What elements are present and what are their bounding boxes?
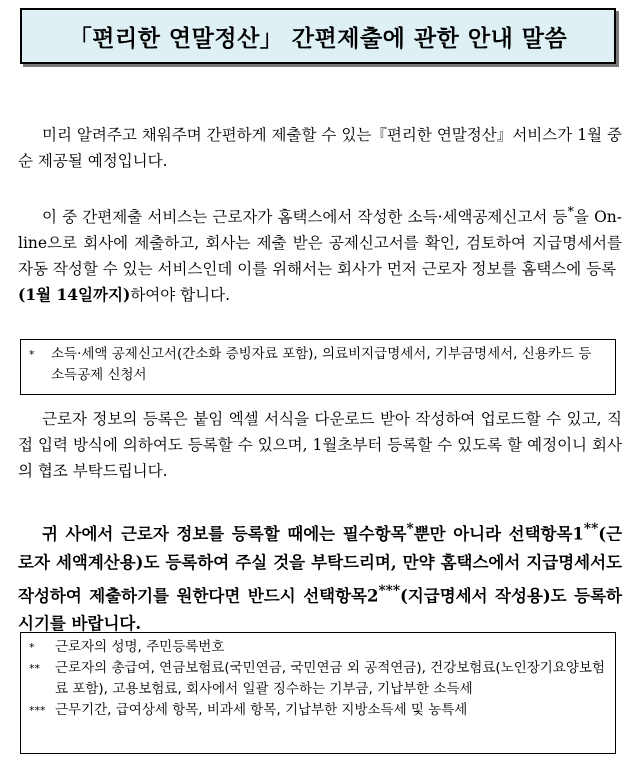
paragraph-text: 이 중 간편제출 서비스는 근로자가 홈택스에서 작성한 소득·세액공제신고서 등 — [42, 208, 568, 227]
paragraph-simple-submission — [18, 200, 622, 308]
footnote-marker: * — [567, 205, 574, 220]
paragraph-text: 하여야 합니다. — [130, 286, 231, 305]
title-box — [20, 8, 616, 64]
footnote-mark: ** — [29, 662, 40, 675]
footnote-box-documents — [20, 339, 616, 395]
footnote-marker: *** — [378, 582, 401, 599]
paragraph-intro: 미리 알려주고 채워주며 간편하게 제출할 수 있는『편리한 연말정산』서비스가 1월 중순 제공될 예정입니다. — [18, 126, 622, 170]
paragraph-text: 뿐만 아니라 선택항목1 — [413, 524, 584, 544]
footnote-mark: * — [29, 641, 35, 654]
paragraph-text: (근로자 세액계산용)도 등록하여 주실 것을 부탁드리며, 만약 홈택스에서 지급명세서도 작성하여 제출하기를 원한다면 반드시 선택항목2 — [18, 524, 623, 605]
footnote-line — [29, 344, 607, 386]
paragraph-text: 귀 사에서 근로자 정보를 등록할 때에는 필수항목 — [42, 524, 407, 544]
page-title: 「편리한 연말정산」 간편제출에 관한 안내 말씀 — [68, 25, 568, 52]
paragraph-text: 을 On-line으로 회사에 제출하고, 회사는 제출 받은 공제신고서를 확인, 검토하여 지급명세서를 자동 작성할 수 있는 서비스인데 이를 위해서는 회사가 먼저 근로자 정보를 홈택스에 등록 — [18, 208, 622, 279]
footnote-text: 근로자의 성명, 주민등록번호 — [55, 639, 225, 655]
footnote-mark: * — [29, 348, 35, 361]
footnote-marker: * — [406, 521, 414, 537]
deadline-text: (1월 14일까지) — [18, 285, 131, 305]
paragraph-text: (지급명세서 작성용)도 등록하시기를 바랍니다. — [18, 586, 622, 633]
footnote-text: 근무기간, 급여상세 항목, 비과세 항목, 기납부한 지방소득세 및 농특세 — [55, 702, 468, 718]
footnote-text: 근로자의 총급여, 연금보험료(국민연금, 국민연금 외 공적연금), 건강보험료(노인장기요양보험료 포함), 고용보험료, 회사에서 일괄 징수하는 기부금, 기납부한 소득세 — [55, 660, 605, 697]
footnote-mark: *** — [29, 704, 46, 717]
footnote-line — [29, 700, 607, 721]
footnote-box-fields — [20, 632, 616, 754]
footnote-line — [29, 658, 607, 700]
footnote-text: 소득·세액 공제신고서(간소화 증빙자료 포함), 의료비지급명세서, 기부금명세서, 신용카드 등 소득공제 신청서 — [51, 346, 592, 383]
paragraph-registration: 근로자 정보의 등록은 붙임 엑셀 서식을 다운로드 받아 작성하여 업로드할 수 있고, 직접 입력 방식에 의하여도 등록할 수 있으며, 1월초부터 등록할 수 있도록 할 예정이니 회사의 협조 부탁드립니다. — [18, 410, 622, 480]
footnote-marker: ** — [583, 521, 599, 537]
paragraph-request — [18, 515, 622, 638]
footnote-line — [29, 637, 607, 658]
